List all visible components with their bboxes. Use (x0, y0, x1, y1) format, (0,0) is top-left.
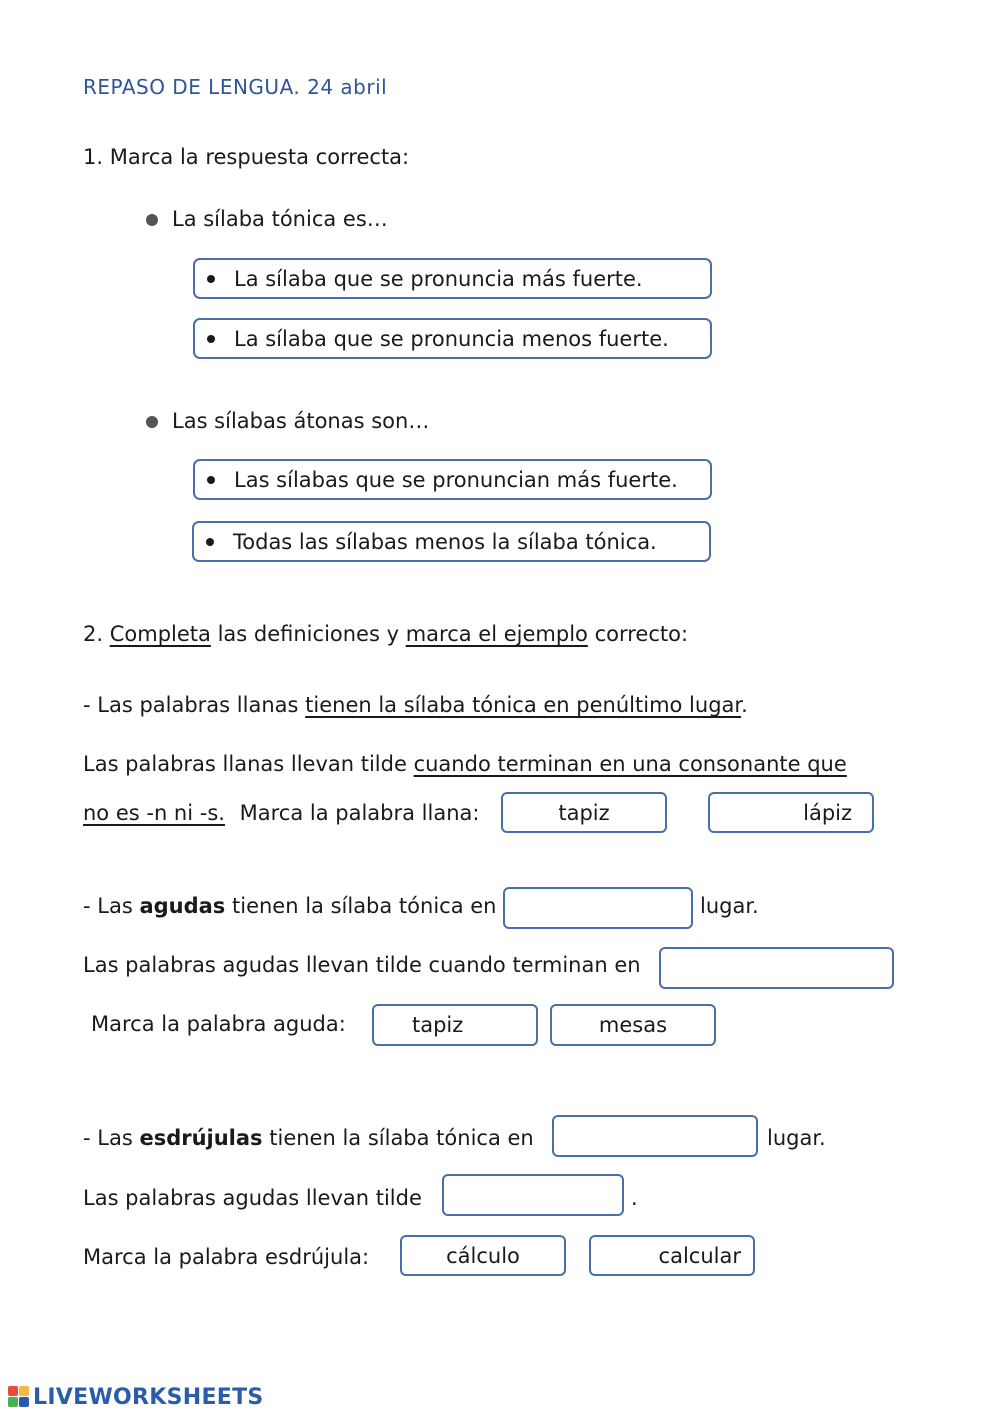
agudas-mid: tienen la sílaba tónica en (232, 894, 497, 918)
agudas-definition-start (83, 896, 496, 917)
llanas-choice-2[interactable] (708, 792, 874, 833)
llanas-tilde-answer-cont: no es -n ni -s. (83, 801, 225, 825)
brand-name: LIVEWORKSHEETS (33, 1384, 264, 1410)
choice-label: mesas (598, 1013, 668, 1037)
esdrujulas-position-input[interactable] (552, 1115, 758, 1157)
agudas-tilde-input[interactable] (659, 947, 894, 989)
llanas-tilde-answer: cuando terminan en una consonante que (413, 752, 847, 776)
esdrujulas-definition-start (83, 1128, 534, 1149)
q2-word-marca: marca el ejemplo (405, 622, 588, 646)
esdrujulas-mid: tienen la sílaba tónica en (269, 1126, 534, 1150)
choice-label: tapiz (558, 800, 610, 825)
llanas-tilde-label: Las palabras llanas llevan tilde (83, 752, 407, 776)
llanas-choice-1[interactable] (501, 792, 667, 833)
liveworksheets-logo-icon (8, 1386, 30, 1408)
question-1b-prompt: Las sílabas átonas son… (172, 409, 430, 433)
esdrujulas-tilde-rule: Las palabras agudas llevan tilde (83, 1186, 422, 1210)
esdrujulas-prefix: - Las (83, 1126, 133, 1150)
choice-label: lápiz (803, 800, 852, 825)
option-label: Todas las sílabas menos la sílaba tónica. (233, 529, 657, 554)
esdrujulas-term: esdrújulas (139, 1126, 263, 1150)
bullet-icon (207, 275, 215, 283)
llanas-definition (83, 695, 748, 716)
bullet-icon (146, 214, 158, 226)
esdrujulas-mark-label: Marca la palabra esdrújula: (83, 1245, 370, 1269)
agudas-mark-label: Marca la palabra aguda: (91, 1012, 346, 1036)
choice-label: cálculo (446, 1243, 520, 1268)
llanas-tilde-rule (83, 754, 847, 775)
bullet-icon (146, 416, 158, 428)
option-label: La sílaba que se pronuncia menos fuerte. (234, 326, 669, 351)
q2-word-correcto: correcto: (594, 622, 689, 646)
period: . (631, 1186, 638, 1210)
agudas-lugar: lugar. (700, 894, 759, 918)
question-2-heading (83, 624, 688, 645)
agudas-position-input[interactable] (503, 887, 693, 929)
esdrujulas-lugar: lugar. (767, 1126, 826, 1150)
q1a-option-2[interactable] (193, 318, 712, 359)
q1b-option-2[interactable] (192, 521, 711, 562)
footer-logo (8, 1382, 264, 1412)
agudas-tilde-rule: Las palabras agudas llevan tilde cuando terminan en (83, 953, 641, 977)
agudas-prefix: - Las (83, 894, 133, 918)
choice-label: tapiz (412, 1013, 464, 1037)
agudas-choice-1[interactable] (372, 1004, 538, 1046)
q2-word-completa: Completa (109, 622, 211, 646)
bullet-icon (206, 538, 214, 546)
agudas-choice-2[interactable] (550, 1004, 716, 1046)
option-label: La sílaba que se pronuncia más fuerte. (234, 266, 643, 291)
bullet-icon (207, 335, 215, 343)
choice-label: calcular (658, 1243, 741, 1268)
question-1a-prompt: La sílaba tónica es… (172, 207, 388, 231)
llanas-label: - Las palabras llanas (83, 693, 299, 717)
option-label: Las sílabas que se pronuncian más fuerte. (234, 467, 678, 492)
q1a-option-1[interactable] (193, 258, 712, 299)
bullet-icon (207, 476, 215, 484)
esdrujulas-choice-1[interactable] (400, 1235, 566, 1276)
esdrujulas-tilde-input[interactable] (442, 1174, 624, 1216)
q2-word-definiciones: las definiciones y (217, 622, 400, 646)
question-1-heading: 1. Marca la respuesta correcta: (83, 145, 410, 169)
llanas-mark-label: Marca la palabra llana: (239, 801, 480, 825)
llanas-tilde-rule-cont (83, 803, 479, 824)
q2-number: 2. (83, 622, 104, 646)
esdrujulas-choice-2[interactable] (589, 1235, 755, 1276)
llanas-answer: tienen la sílaba tónica en penúltimo lugar (305, 693, 742, 717)
page-title: REPASO DE LENGUA. 24 abril (83, 75, 388, 99)
period: . (741, 693, 748, 717)
agudas-term: agudas (139, 894, 226, 918)
q1b-option-1[interactable] (193, 459, 712, 500)
